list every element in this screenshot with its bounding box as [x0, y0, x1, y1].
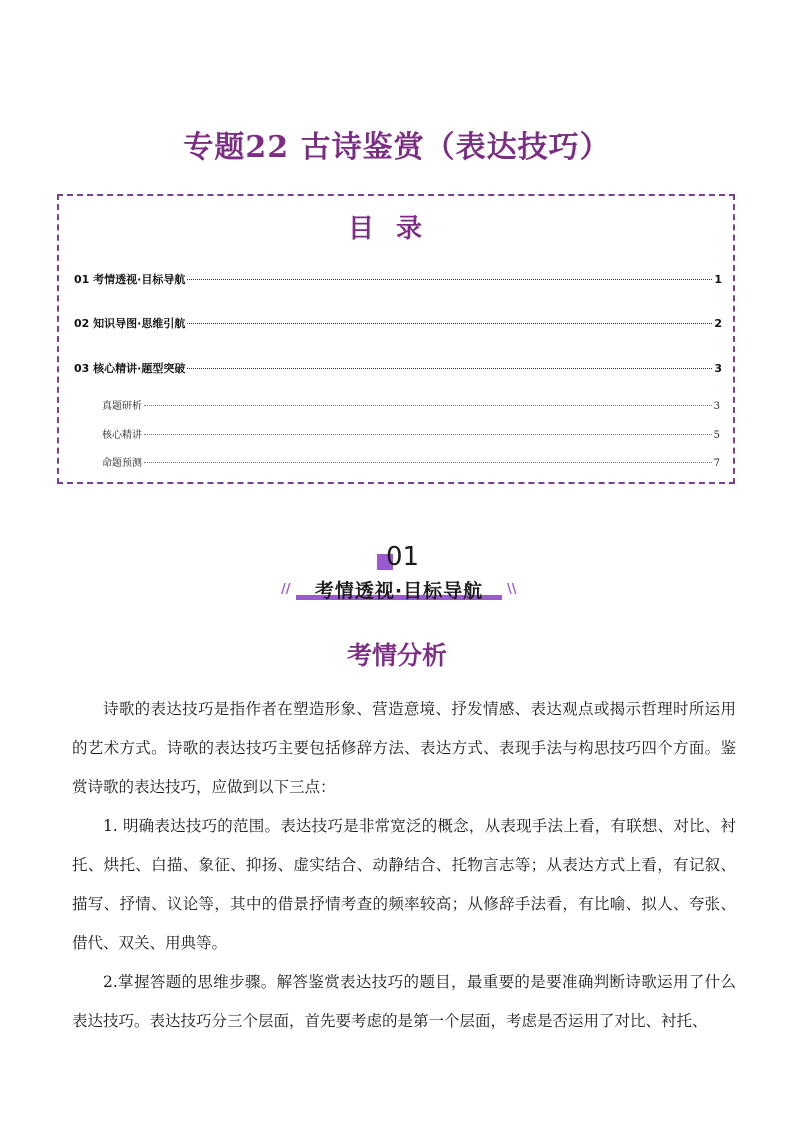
paragraph: 诗歌的表达技巧是指作者在塑造形象、营造意境、抒发情感、表达观点或揭示哲理时所运用的艺术方式。诗歌的表达技巧主要包括修辞方法、表达方式、表现手法与构思技巧四个方面。鉴赏诗歌的表达技巧，应做到以下三点： — [72, 700, 736, 796]
section-label: 考情透视·目标导航 — [314, 580, 484, 602]
toc-entry-page: 3 — [714, 362, 722, 375]
analysis-body — [72, 690, 736, 1041]
toc-sub-entry-page: 5 — [713, 430, 720, 441]
toc-entry-label: 03 核心精讲·题型突破 — [74, 362, 186, 375]
toc-entry-page: 2 — [714, 317, 722, 330]
document-title: 专题22 古诗鉴赏（表达技巧） — [183, 130, 611, 165]
toc-heading: 目录 — [347, 214, 444, 244]
toc-leader-dots — [187, 368, 712, 369]
paragraph: 2.掌握答题的思维步骤。解答鉴赏表达技巧的题目，最重要的是要准确判断诗歌运用了什么表达技巧。表达技巧分三个层面，首先要考虑的是第一个层面，考虑是否运用了对比、衬托、 — [72, 973, 736, 1030]
section-badge — [0, 538, 794, 608]
toc-entry[interactable] — [74, 315, 722, 331]
analysis-heading: 考情分析 — [346, 641, 447, 670]
toc-leader-dots — [144, 405, 712, 406]
toc-sub-entry-page: 7 — [713, 458, 720, 469]
toc-sub-entry-page: 3 — [713, 401, 720, 412]
toc-sub-entry[interactable] — [102, 454, 720, 469]
toc-sub-entry-label: 真题研析 — [102, 401, 142, 412]
toc-leader-dots — [187, 279, 712, 280]
toc-leader-dots — [187, 323, 712, 324]
toc-sub-entry-label: 核心精讲 — [102, 430, 142, 441]
toc-leader-dots — [144, 434, 712, 435]
toc-entry[interactable] — [74, 271, 722, 287]
paragraph: 1. 明确表达技巧的范围。表达技巧是非常宽泛的概念，从表现手法上看，有联想、对比、衬托、烘托、白描、象征、抑扬、虚实结合、动静结合、托物言志等；从表达方式上看，有记叙、描写、抒情、议论等，其中的借景抒情考查的频率较高；从修辞手法看，有比喻、拟人、夸张、借代、双关、用典等。 — [72, 817, 736, 952]
toc-entry-label: 02 知识导图·思维引航 — [74, 317, 186, 330]
toc-sub-entry[interactable] — [102, 397, 720, 412]
toc-entry[interactable] — [74, 360, 722, 376]
table-of-contents — [57, 194, 735, 484]
toc-sub-entry[interactable] — [102, 426, 720, 441]
toc-entry-label: 01 考情透视·目标导航 — [74, 273, 186, 286]
toc-sub-entry-label: 命题预测 — [102, 458, 142, 469]
decorative-slashes-right: \\ — [507, 582, 517, 597]
toc-leader-dots — [144, 462, 712, 463]
toc-entry-page: 1 — [714, 273, 722, 286]
decorative-slashes-left: // — [281, 582, 291, 597]
section-number: 01 — [386, 542, 420, 572]
